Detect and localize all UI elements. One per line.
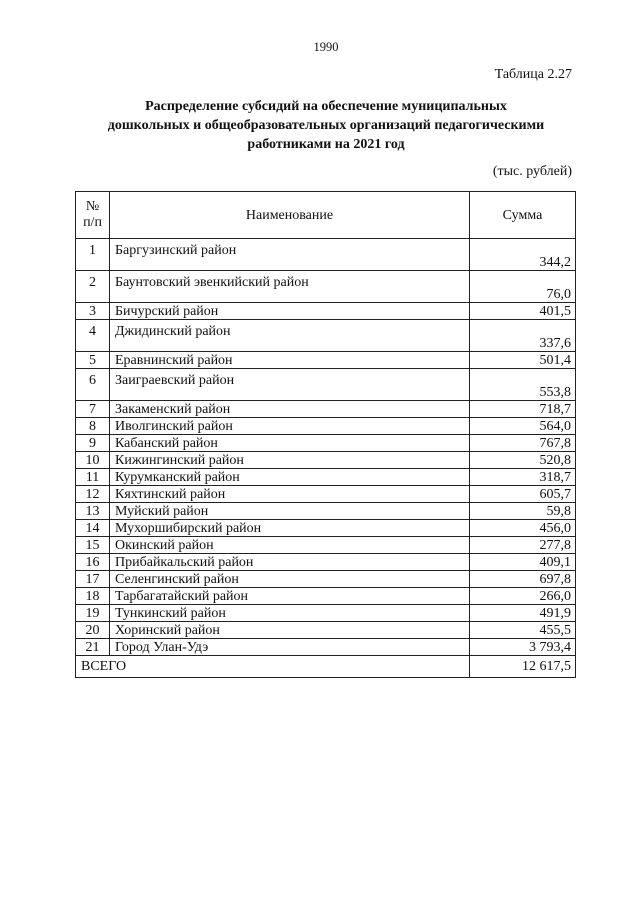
row-number: 10 bbox=[76, 452, 110, 469]
row-sum: 564,0 bbox=[470, 418, 576, 435]
row-sum: 455,5 bbox=[470, 622, 576, 639]
header-number-abbr: п/п bbox=[83, 215, 102, 230]
row-number: 1 bbox=[76, 239, 110, 271]
table-row bbox=[76, 418, 576, 435]
row-name: Иволгинский район bbox=[110, 418, 470, 435]
row-number: 20 bbox=[76, 622, 110, 639]
row-sum: 76,0 bbox=[470, 271, 576, 303]
row-sum: 344,2 bbox=[470, 239, 576, 271]
row-sum: 491,9 bbox=[470, 605, 576, 622]
row-sum: 553,8 bbox=[470, 369, 576, 401]
table-row bbox=[76, 239, 576, 271]
header-number bbox=[76, 192, 110, 239]
table-row bbox=[76, 554, 576, 571]
row-name: Джидинский район bbox=[110, 320, 470, 352]
table-row bbox=[76, 520, 576, 537]
row-number: 6 bbox=[76, 369, 110, 401]
table-row bbox=[76, 452, 576, 469]
row-name: Баргузинский район bbox=[110, 239, 470, 271]
row-number: 14 bbox=[76, 520, 110, 537]
header-sum: Сумма bbox=[470, 192, 576, 239]
row-sum: 409,1 bbox=[470, 554, 576, 571]
row-sum: 3 793,4 bbox=[470, 639, 576, 656]
row-number: 21 bbox=[76, 639, 110, 656]
row-sum: 520,8 bbox=[470, 452, 576, 469]
row-number: 19 bbox=[76, 605, 110, 622]
header-number-symbol: № bbox=[85, 199, 100, 214]
table-row bbox=[76, 571, 576, 588]
row-name: Заиграевский район bbox=[110, 369, 470, 401]
title-line: Распределение субсидий на обеспечение муниципальных bbox=[145, 99, 507, 114]
title-line: дошкольных и общеобразовательных организаций педагогическими bbox=[107, 118, 545, 133]
row-number: 16 bbox=[76, 554, 110, 571]
row-number: 5 bbox=[76, 352, 110, 369]
row-name: Еравнинский район bbox=[110, 352, 470, 369]
row-number: 4 bbox=[76, 320, 110, 352]
row-sum: 767,8 bbox=[470, 435, 576, 452]
row-sum: 718,7 bbox=[470, 401, 576, 418]
row-sum: 337,6 bbox=[470, 320, 576, 352]
row-name: Селенгинский район bbox=[110, 571, 470, 588]
table-row bbox=[76, 639, 576, 656]
table-label: Таблица 2.27 bbox=[494, 67, 572, 82]
table-row bbox=[76, 271, 576, 303]
row-name: Баунтовский эвенкийский район bbox=[110, 271, 470, 303]
row-number: 18 bbox=[76, 588, 110, 605]
row-name: Окинский район bbox=[110, 537, 470, 554]
row-number: 13 bbox=[76, 503, 110, 520]
row-name: Тункинский район bbox=[110, 605, 470, 622]
table-row bbox=[76, 537, 576, 554]
row-sum: 266,0 bbox=[470, 588, 576, 605]
row-number: 9 bbox=[76, 435, 110, 452]
document-title bbox=[80, 97, 572, 154]
row-sum: 501,4 bbox=[470, 352, 576, 369]
table-row bbox=[76, 303, 576, 320]
row-name: Тарбагатайский район bbox=[110, 588, 470, 605]
row-number: 15 bbox=[76, 537, 110, 554]
row-name: Бичурский район bbox=[110, 303, 470, 320]
row-name: Курумканский район bbox=[110, 469, 470, 486]
table-row bbox=[76, 605, 576, 622]
table-row bbox=[76, 503, 576, 520]
table-row bbox=[76, 588, 576, 605]
row-number: 17 bbox=[76, 571, 110, 588]
title-line: работниками на 2021 год bbox=[247, 137, 405, 152]
row-name: Закаменский район bbox=[110, 401, 470, 418]
row-name: Хоринский район bbox=[110, 622, 470, 639]
table-row bbox=[76, 469, 576, 486]
page-number: 1990 bbox=[313, 40, 339, 54]
row-number: 11 bbox=[76, 469, 110, 486]
units-label: (тыс. рублей) bbox=[492, 164, 572, 179]
total-label: ВСЕГО bbox=[76, 656, 470, 678]
row-sum: 456,0 bbox=[470, 520, 576, 537]
row-name: Кяхтинский район bbox=[110, 486, 470, 503]
total-sum: 12 617,5 bbox=[470, 656, 576, 678]
row-sum: 277,8 bbox=[470, 537, 576, 554]
table-row bbox=[76, 435, 576, 452]
row-number: 8 bbox=[76, 418, 110, 435]
table-row bbox=[76, 401, 576, 418]
row-number: 3 bbox=[76, 303, 110, 320]
row-sum: 605,7 bbox=[470, 486, 576, 503]
row-name: Кижингинский район bbox=[110, 452, 470, 469]
table-row bbox=[76, 352, 576, 369]
row-name: Кабанский район bbox=[110, 435, 470, 452]
row-number: 12 bbox=[76, 486, 110, 503]
row-sum: 697,8 bbox=[470, 571, 576, 588]
table-header-row bbox=[76, 192, 576, 239]
row-name: Муйский район bbox=[110, 503, 470, 520]
row-name: Город Улан-Удэ bbox=[110, 639, 470, 656]
row-number: 2 bbox=[76, 271, 110, 303]
table-row bbox=[76, 369, 576, 401]
row-number: 7 bbox=[76, 401, 110, 418]
total-row bbox=[76, 656, 576, 678]
table-row bbox=[76, 486, 576, 503]
row-sum: 318,7 bbox=[470, 469, 576, 486]
subsidies-table bbox=[75, 191, 576, 678]
row-sum: 59,8 bbox=[470, 503, 576, 520]
row-name: Мухоршибирский район bbox=[110, 520, 470, 537]
table-row bbox=[76, 622, 576, 639]
header-name: Наименование bbox=[110, 192, 470, 239]
row-name: Прибайкальский район bbox=[110, 554, 470, 571]
table-row bbox=[76, 320, 576, 352]
table-body bbox=[76, 239, 576, 656]
row-sum: 401,5 bbox=[470, 303, 576, 320]
